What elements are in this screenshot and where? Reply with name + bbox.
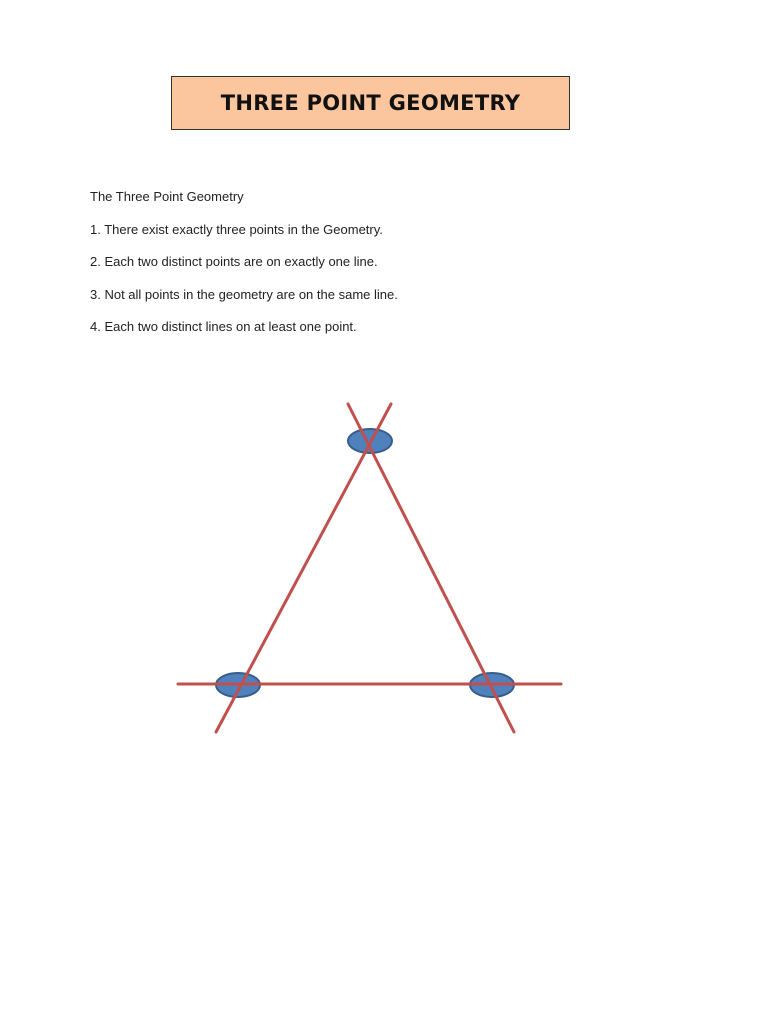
point-top [348, 429, 392, 453]
line-right [348, 404, 514, 732]
axiom-3: 3. Not all points in the geometry are on the same line. [90, 286, 398, 302]
title-box [171, 76, 570, 130]
axiom-4: 4. Each two distinct lines on at least one point. [90, 319, 357, 334]
point-bottom-right [470, 673, 514, 697]
point-bottom-left [216, 673, 260, 697]
axiom-1: 1. There exist exactly three points in the Geometry. [90, 221, 383, 237]
document-body [90, 190, 650, 353]
intro-text: The Three Point Geometry [90, 189, 244, 204]
axiom-2: 2. Each two distinct points are on exactly one line. [90, 254, 378, 269]
page-title: THREE POINT GEOMETRY [220, 91, 521, 115]
line-left [216, 404, 391, 732]
